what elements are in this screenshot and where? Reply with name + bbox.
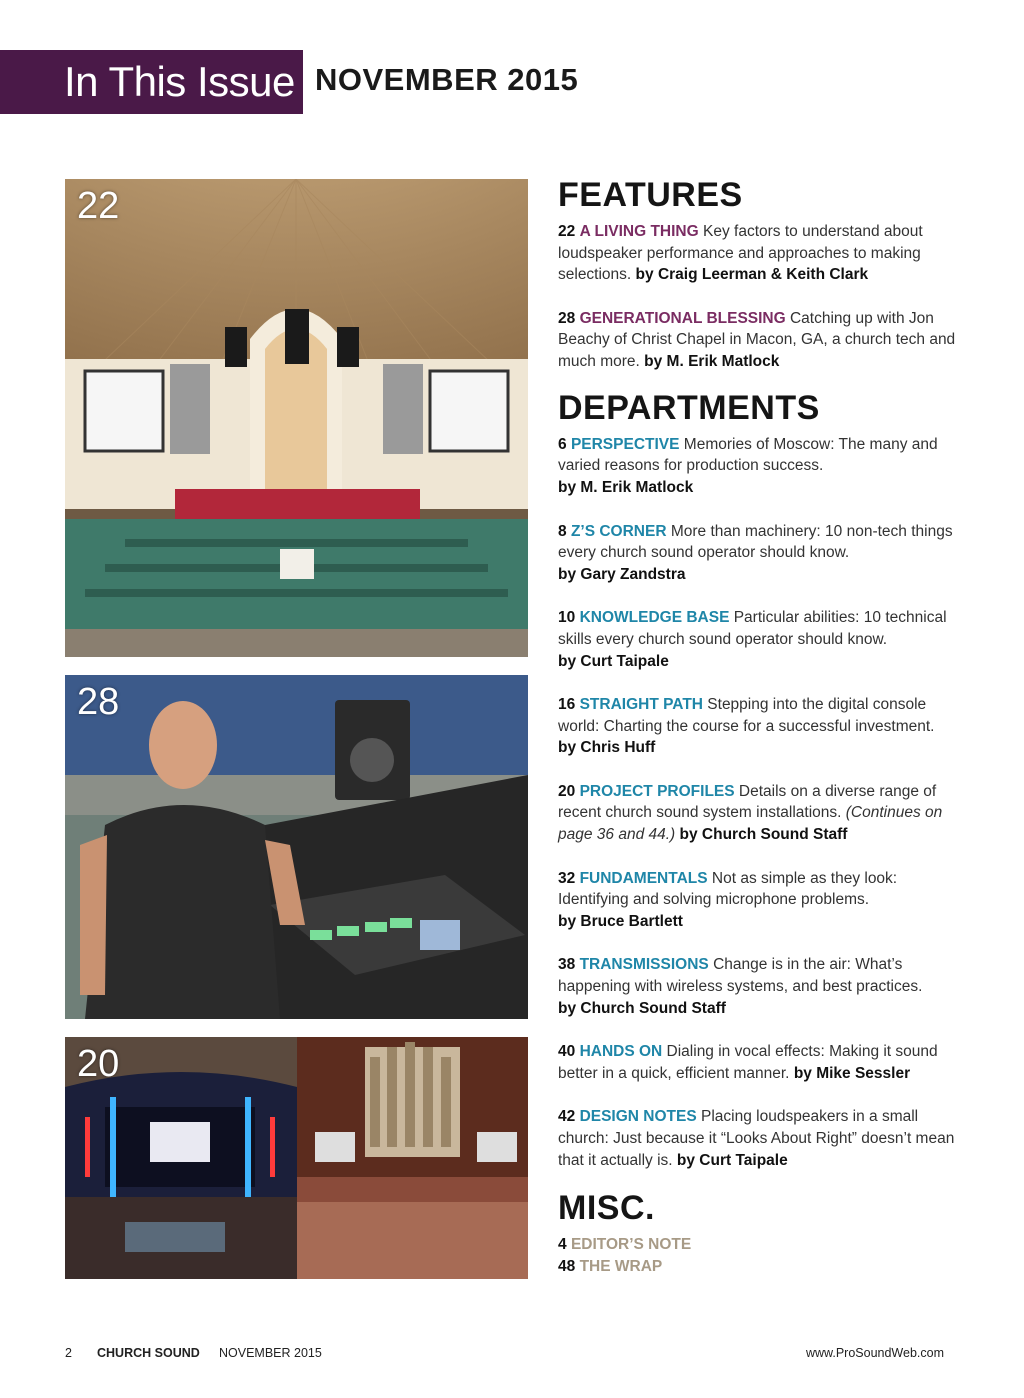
toc-title: THE WRAP bbox=[579, 1258, 663, 1276]
toc-byline: by Gary Zandstra bbox=[558, 565, 686, 583]
departments-heading: DEPARTMENTS bbox=[558, 388, 820, 427]
toc-entry[interactable] bbox=[558, 868, 958, 933]
contents-column bbox=[558, 176, 958, 1278]
footer-page-number: 2 bbox=[65, 1346, 72, 1360]
toc-byline: by M. Erik Matlock bbox=[558, 478, 694, 496]
toc-page-number: 40 bbox=[558, 1043, 576, 1061]
photo-page-number: 20 bbox=[77, 1043, 120, 1085]
toc-title: PERSPECTIVE bbox=[570, 435, 680, 453]
photo-page-number: 22 bbox=[77, 185, 120, 227]
toc-description: Particular abilities: 10 technical skills every church sound operator should know. bbox=[558, 609, 947, 648]
toc-byline: by M. Erik Matlock bbox=[644, 353, 780, 371]
toc-description: Not as simple as they look: Identifying and solving microphone problems. bbox=[558, 869, 898, 909]
toc-byline: by Craig Leerman & Keith Clark bbox=[635, 266, 869, 284]
project-profiles-photo bbox=[65, 1037, 528, 1279]
toc-title: FUNDAMENTALS bbox=[579, 869, 708, 887]
toc-page-number: 4 bbox=[558, 1236, 567, 1254]
toc-entry[interactable] bbox=[558, 434, 958, 499]
toc-page-number: 6 bbox=[558, 435, 567, 453]
toc-description: Stepping into the digital console world: Charting the course for a successful investment. bbox=[558, 696, 935, 735]
toc-description: Catching up with Jon Beachy of Christ Chapel in Macon, GA, a church tech and much more. bbox=[558, 309, 956, 371]
toc-title: STRAIGHT PATH bbox=[579, 696, 703, 714]
toc-entry[interactable] bbox=[558, 1234, 958, 1256]
toc-byline: by Church Sound Staff bbox=[679, 826, 848, 844]
toc-page-number: 48 bbox=[558, 1258, 576, 1276]
console-photo bbox=[65, 675, 528, 1019]
footer-magazine-name: CHURCH SOUND bbox=[97, 1346, 200, 1360]
toc-page-number: 16 bbox=[558, 696, 576, 714]
toc-page-number: 8 bbox=[558, 522, 567, 540]
footer-issue-date: NOVEMBER 2015 bbox=[219, 1346, 322, 1360]
toc-byline: by Chris Huff bbox=[558, 739, 656, 757]
toc-continuation-note: (Continues on page 36 and 44.) bbox=[558, 804, 943, 844]
toc-byline: by Curt Taipale bbox=[676, 1151, 788, 1169]
toc-entry[interactable] bbox=[558, 781, 958, 846]
toc-byline: by Bruce Bartlett bbox=[558, 912, 683, 930]
toc-description: Dialing in vocal effects: Making it sound better in a quick, efficient manner. bbox=[558, 1043, 938, 1082]
toc-description: More than machinery: 10 non-tech things every church sound operator should know. bbox=[558, 522, 953, 562]
toc-page-number: 32 bbox=[558, 869, 576, 887]
toc-entry[interactable] bbox=[558, 1041, 958, 1084]
toc-description: Details on a diverse range of recent church sound system installations. bbox=[558, 782, 937, 822]
toc-page-number: 22 bbox=[558, 223, 576, 241]
features-heading: FEATURES bbox=[558, 176, 743, 214]
toc-title: A LIVING THING bbox=[579, 223, 699, 241]
toc-page-number: 42 bbox=[558, 1108, 576, 1126]
toc-title: PROJECT PROFILES bbox=[579, 782, 735, 800]
toc-page-number: 28 bbox=[558, 309, 576, 327]
toc-entry[interactable] bbox=[558, 1106, 958, 1171]
toc-page-number: 38 bbox=[558, 956, 576, 974]
toc-description: Change is in the air: What’s happening with wireless systems, and best practices. bbox=[558, 956, 923, 996]
toc-entry[interactable] bbox=[558, 521, 958, 586]
toc-entry[interactable] bbox=[558, 1256, 958, 1278]
toc-page-number: 20 bbox=[558, 782, 576, 800]
toc-title: HANDS ON bbox=[579, 1043, 663, 1061]
toc-title: DESIGN NOTES bbox=[579, 1108, 697, 1126]
toc-title: TRANSMISSIONS bbox=[579, 956, 709, 974]
toc-page-number: 10 bbox=[558, 609, 576, 627]
toc-byline: by Curt Taipale bbox=[558, 652, 669, 670]
issue-header-title: In This Issue bbox=[0, 50, 303, 114]
toc-description: Key factors to understand about loudspeaker performance and approaches to making selections. bbox=[558, 223, 923, 284]
toc-entry[interactable] bbox=[558, 308, 958, 373]
toc-description: Placing loudspeakers in a small church: Just because it “Looks About Right” doesn’t mean that it actually is. bbox=[558, 1108, 955, 1169]
toc-title: GENERATIONAL BLESSING bbox=[579, 309, 786, 327]
toc-title: KNOWLEDGE BASE bbox=[579, 609, 730, 627]
toc-entry[interactable] bbox=[558, 954, 958, 1019]
sanctuary-photo bbox=[65, 179, 528, 657]
footer-website[interactable]: www.ProSoundWeb.com bbox=[805, 1346, 944, 1360]
toc-description: Memories of Moscow: The many and varied reasons for production success. bbox=[558, 435, 938, 475]
toc-entry[interactable] bbox=[558, 607, 958, 672]
toc-entry[interactable] bbox=[558, 694, 958, 759]
toc-entry[interactable] bbox=[558, 221, 958, 286]
misc-heading: MISC. bbox=[558, 1189, 655, 1228]
photo-page-number: 28 bbox=[77, 681, 120, 723]
toc-title: Z’S CORNER bbox=[570, 522, 667, 540]
toc-title: EDITOR’S NOTE bbox=[570, 1236, 692, 1254]
toc-byline: by Church Sound Staff bbox=[558, 999, 726, 1017]
issue-header-date: NOVEMBER 2015 bbox=[315, 62, 579, 97]
toc-byline: by Mike Sessler bbox=[793, 1064, 911, 1082]
